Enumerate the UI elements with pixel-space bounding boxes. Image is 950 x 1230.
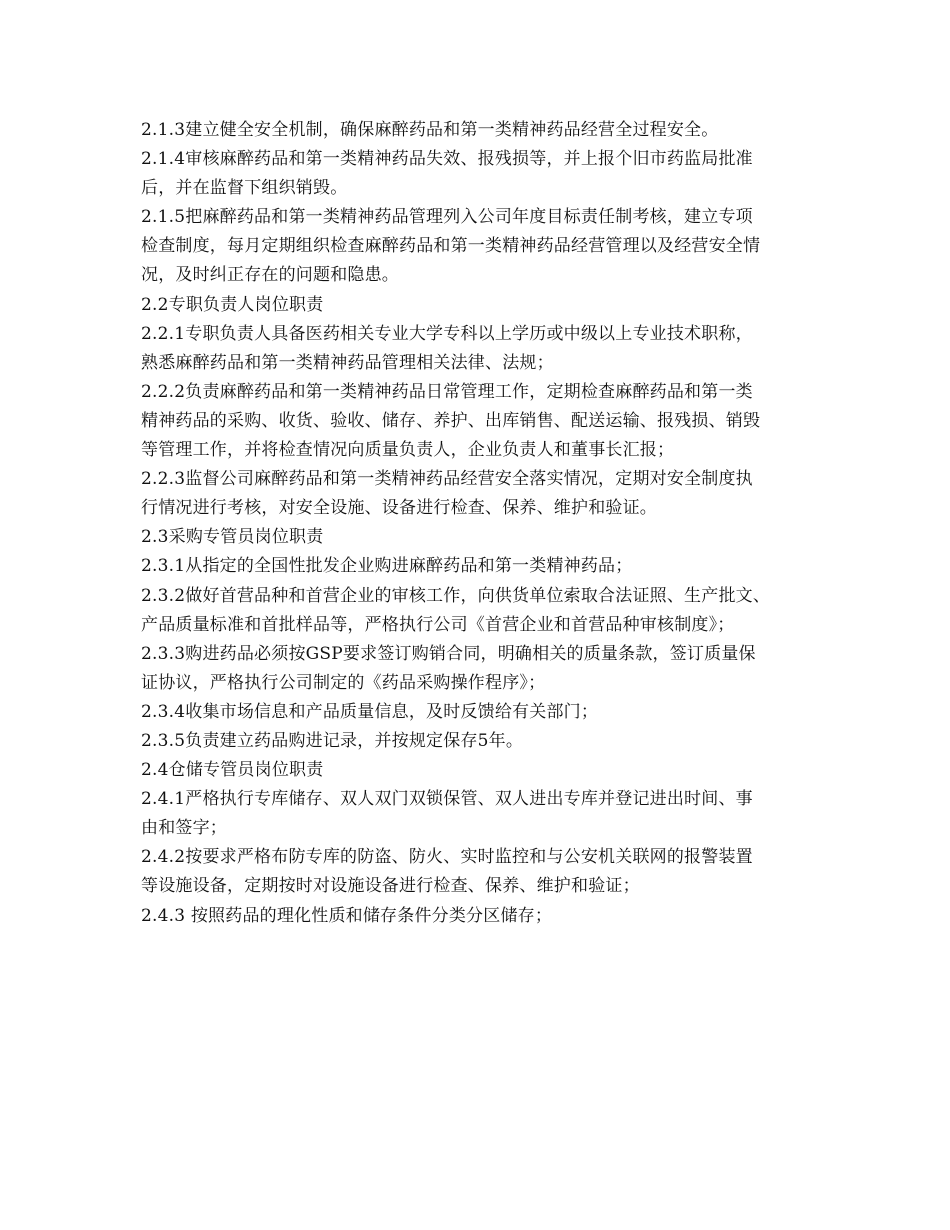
text-line: 2.4.1严格执行专库储存、双人双门双锁保管、双人进出专库并登记进出时间、事 (141, 789, 753, 810)
text-line: 2.1.5把麻醉药品和第一类精神药品管理列入公司年度目标责任制考核，建立专项 (141, 207, 753, 228)
text-line: 2.3.1从指定的全国性批发企业购进麻醉药品和第一类精神药品； (141, 556, 633, 577)
text-line: 2.3.3购进药品必须按GSP要求签订购销合同，明确相关的质量条款，签订质量保 (141, 643, 756, 664)
text-line: 等管理工作，并将检查情况向质量负责人，企业负责人和董事长汇报； (141, 440, 675, 461)
text-line: 2.3.5负责建立药品购进记录，并按规定保存5年。 (141, 730, 524, 751)
text-line: 2.4.3 按照药品的理化性质和储存条件分类分区储存； (141, 905, 553, 926)
text-line: 2.2.3监督公司麻醉药品和第一类精神药品经营安全落实情况，定期对安全制度执 (141, 469, 753, 490)
text-line: 精神药品的采购、收货、验收、储存、养护、出库销售、配送运输、报残损、销毁 (141, 410, 761, 431)
section-heading: 2.2专职负责人岗位职责 (141, 294, 324, 315)
text-line: 检查制度，每月定期组织检查麻醉药品和第一类精神药品经营管理以及经营安全情 (141, 236, 761, 257)
text-line: 2.2.1专职负责人具备医药相关专业大学专科以上学历或中级以上专业技术职称， (141, 323, 753, 344)
text-line: 由和签字； (141, 818, 227, 839)
text-line: 2.1.3建立健全安全机制，确保麻醉药品和第一类精神药品经营全过程安全。 (141, 120, 719, 140)
text-line: 证协议，严格执行公司制定的《药品采购操作程序》； (141, 672, 546, 693)
text-line: 熟悉麻醉药品和第一类精神药品管理相关法律、法规； (141, 352, 554, 373)
document-body (141, 116, 831, 931)
section-heading: 2.4仓储专管员岗位职责 (141, 760, 324, 781)
text-line: 2.4.2按要求严格布防专库的防盗、防火、实时监控和与公安机关联网的报警装置 (141, 847, 753, 868)
text-line: 2.3.4收集市场信息和产品质量信息，及时反馈给有关部门； (141, 701, 599, 722)
text-line: 等设施设备，定期按时对设施设备进行检查、保养、维护和验证； (141, 876, 640, 897)
text-line: 2.3.2做好首营品种和首营企业的审核工作，向供货单位索取合法证照、生产批文、 (141, 585, 771, 606)
text-line: 2.2.2负责麻醉药品和第一类精神药品日常管理工作，定期检查麻醉药品和第一类 (141, 381, 753, 402)
text-line: 行情况进行考核，对安全设施、设备进行检查、保养、维护和验证。 (141, 498, 657, 519)
text-line: 产品质量标准和首批样品等，严格执行公司《首营企业和首营品种审核制度》； (141, 614, 735, 635)
section-heading: 2.3采购专管员岗位职责 (141, 527, 324, 548)
text-line: 况，及时纠正存在的问题和隐患。 (141, 265, 399, 286)
text-line: 后，并在监督下组织销毁。 (141, 178, 348, 199)
text-line: 2.1.4审核麻醉药品和第一类精神药品失效、报残损等，并上报个旧市药监局批准 (141, 149, 753, 170)
